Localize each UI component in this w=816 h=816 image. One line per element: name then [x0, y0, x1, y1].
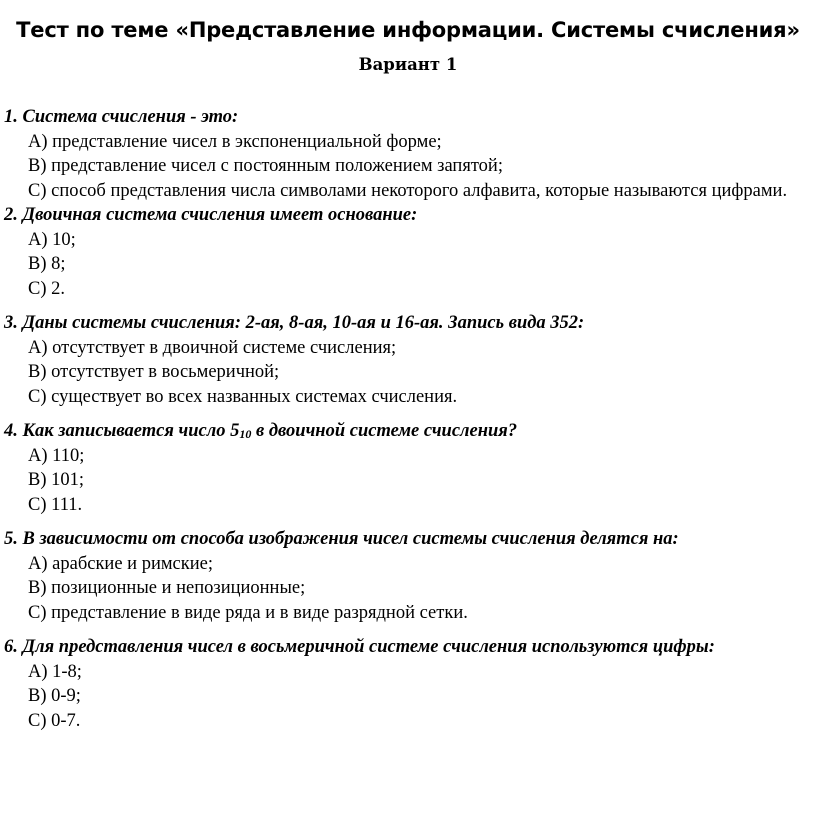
answer-option-a: A) отсутствует в двоичной системе счисления;: [28, 337, 397, 358]
page-title: Тест по теме «Представление информации. Системы счисления»: [16, 18, 800, 42]
question-text: 5. В зависимости от способа изображения чисел системы счисления делятся на:: [4, 529, 679, 549]
answer-option-c: C) способ представления числа символами некоторого алфавита, которые называются цифрами.: [28, 180, 788, 201]
question-text: 1. Система счисления - это:: [4, 107, 239, 127]
question-4: [4, 419, 812, 517]
answer-options: [4, 336, 812, 410]
question-text-end: в двоичной системе счисления?: [251, 421, 518, 441]
question-text: [4, 419, 812, 444]
spacer: [4, 409, 812, 419]
answer-option-b: B) отсутствует в восьмеричной;: [28, 362, 280, 382]
answer-option-a: A) представление чисел в экспоненциальной форме;: [28, 131, 442, 152]
question-6: [4, 635, 812, 733]
answer-options: [4, 444, 812, 518]
question-list: [4, 105, 812, 733]
question-1: [4, 105, 812, 203]
answer-option-b: B) 0-9;: [28, 686, 81, 706]
answer-option-b: B) 8;: [28, 254, 66, 274]
answer-options: [4, 130, 812, 204]
answer-option-b: B) позиционные и непозиционные;: [28, 578, 306, 598]
answer-option-c: C) 0-7.: [28, 710, 81, 731]
answer-option-a: A) 10;: [28, 229, 76, 250]
answer-option-b: B) 101;: [28, 470, 85, 490]
question-5: [4, 527, 812, 625]
base-subscript: 10: [239, 427, 252, 441]
answer-options: [4, 552, 812, 626]
spacer: [4, 625, 812, 635]
answer-option-a: A) 110;: [28, 445, 85, 466]
answer-option-c: C) существует во всех названных системах счисления.: [28, 386, 458, 407]
question-text: 3. Даны системы счисления: 2-ая, 8-ая, 10-ая и 16-ая. Запись вида 352:: [4, 313, 585, 333]
answer-options: [4, 228, 812, 302]
spacer: [4, 301, 812, 311]
question-text: 2. Двоичная система счисления имеет основание:: [4, 205, 418, 225]
question-text: 6. Для представления чисел в восьмеричной системе счисления используются цифры:: [4, 637, 715, 657]
question-2: [4, 203, 812, 301]
answer-option-c: C) 111.: [28, 494, 83, 515]
variant-heading: Вариант 1: [358, 55, 458, 74]
answer-option-b: B) представление чисел с постоянным положением запятой;: [28, 156, 503, 176]
question-text-start: 4. Как записывается число 5: [4, 421, 240, 441]
question-3: [4, 311, 812, 409]
spacer: [4, 517, 812, 527]
answer-option-a: A) арабские и римские;: [28, 553, 213, 574]
answer-option-c: C) представление в виде ряда и в виде разрядной сетки.: [28, 602, 468, 623]
answer-option-a: A) 1-8;: [28, 661, 82, 682]
answer-options: [4, 660, 812, 734]
answer-option-c: C) 2.: [28, 278, 65, 299]
